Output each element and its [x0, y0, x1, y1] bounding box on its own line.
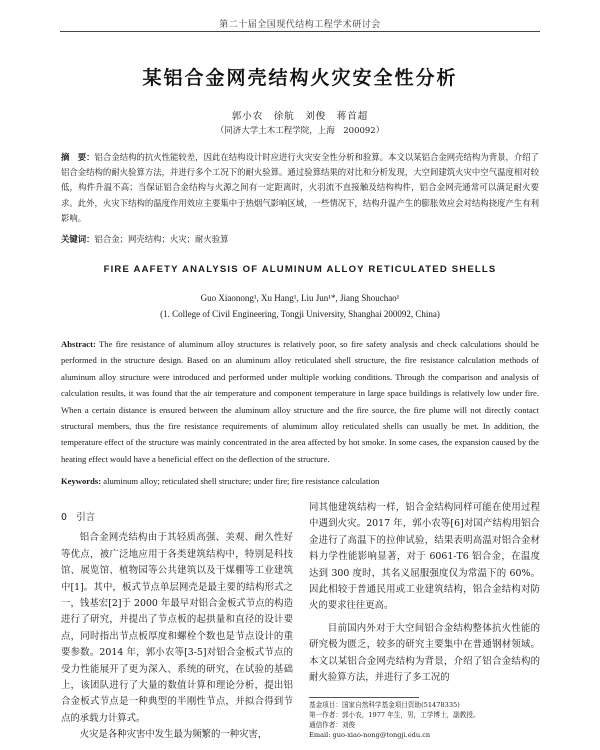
running-header: 第二十届全国现代结构工程学术研讨会: [219, 20, 381, 30]
abstract-cn-text: 铝合金结构的抗火性能较差，因此在结构设计时应进行火灾安全性分析和验算。本文以某铝合金网壳结构为背景，介绍了铝合金结构的耐火验算方法，并进行多个工况下的耐火验算。通过验算结果的对比和分析发现，大空间建筑火灾中空气温度相对较低，构件升温不高；当保证铝合金结构与火源之间有一定距离时，火羽流不直接触及结构构件，铝合金网壳通常可以满足耐火要求。此外，火灾下结构的温度作用效应主要集中于热烟气影响区域，一些情况下，结构升温产生的膨胀效应会对结构挠度产生有利影响。: [61, 152, 539, 223]
abstract-en: [61, 336, 539, 467]
affiliation-cn: （同济大学土木工程学院，上海 200092）: [215, 126, 385, 136]
keywords-en-label: Keywords:: [61, 476, 102, 486]
abstract-cn: [61, 150, 539, 226]
affiliation-en: (1. College of Civil Engineering, Tongji University, Shanghai 200092, China): [160, 309, 440, 319]
body-paragraph: 火灾是各种灾害中发生最为频繁的一种灾害，: [79, 729, 268, 741]
authors-cn: 郭小农 徐航 刘俊 蒋首超: [231, 111, 369, 122]
abstract-cn-label: 摘 要：: [61, 152, 95, 162]
authors-en: Guo Xiaonong¹, Xu Hang¹, Liu Jun¹*, Jiang Shouchao¹: [200, 293, 400, 303]
paper-title: 某铝合金网壳结构火灾安全性分析: [142, 67, 458, 89]
abstract-en-text: The fire resistance of aluminum alloy structures is relatively poor, so fire safety analysis and check calculations should be performed in the structure design. Based on an aluminum alloy reticulated shell structure, the fire resistance calculation methods of aluminum alloy structure were introduced and performed under multiple working conditions. Through the comparison and analysis of calculation results, it was found that the air temperature and component temperature in large space buildings is relatively low under fire. When a certain distance is ensured between the aluminum alloy structure and the fire source, the fire plume will not directly contact structural members, thus the fire resistance requirements of aluminum alloy reticulated shells can usually be met. In addition, the temperature effect of the structure was mainly concentrated in the area affected by hot smoke. In some cases, the expansion caused by the heating effect would have a beneficial effect on the deflection of the structure.: [61, 339, 539, 464]
keywords-cn-label: 关键词：: [61, 234, 95, 244]
body-column-right: [309, 500, 540, 686]
section-heading-introduction: 0 引言: [61, 512, 96, 523]
footnote-first-author: 第一作者：郭小农，1977 年生，男，工学博士，副教授。: [309, 711, 480, 719]
body-paragraph: 铝合金网壳结构由于其轻质高强、美观、耐久性好等优点，被广泛地应用于各类建筑结构中，特别是科技馆、展览馆、植物园等公共建筑以及干煤棚等工业建筑中[1]。其中，板式节点单层网壳是最主要的结构形式之一，钱基宏[2]于 2000 年最早对铝合金板式节点的构造进行了研究，并提出了节点板的起拱量和直径的设计要点，同时指出节点板厚度和螺栓个数也是节点设计的重要参数。2014 年，郭小农等[3-5]对铝合金板式节点的受力性能展开了更为深入、系统的研究，在试验的基础上，该团队进行了大量的数值计算和理论分析，提出铝合金板式节点是一种典型的半刚性节点，并拟合得到节点的承载力计算式。: [61, 532, 293, 724]
body-paragraph: 同其他建筑结构一样，铝合金结构同样可能在使用过程中遇到火灾。2017 年，郭小农等[6]对国产结构用铝合金进行了高温下的拉伸试验，结果表明高温对铝合金材料力学性能影响显著，对于 6061-T6 铝合金，在温度达到 300 度时，其名义屈服强度仅为常温下的 60%。因此相较于普通民用或工业建筑结构，铝合金结构对防火的要求往往更高。: [309, 502, 540, 612]
footnotes: [309, 700, 541, 740]
header-rule: [60, 31, 540, 32]
footnote-funding: 基金项目：国家自然科学基金项目资助(51478335): [309, 701, 460, 709]
keywords-cn: [61, 233, 539, 245]
body-paragraph: 目前国内外对于大空间铝合金结构整体抗火性能的研究极为匮乏，较多的研究主要集中在普通钢材领域。本文以某铝合金网壳结构为背景，介绍了铝合金结构的耐火验算方法，并进行了多工况的: [309, 622, 540, 684]
keywords-cn-text: 铝合金；网壳结构；火灾；耐火验算: [94, 234, 229, 244]
keywords-en-text: aluminum alloy; reticulated shell structure; under fire; fire resistance calculation: [101, 476, 380, 486]
footnote-email: Email: guo-xiao-nong@tongji.edu.cn: [309, 731, 431, 739]
keywords-en: [61, 476, 539, 486]
abstract-en-label: Abstract:: [61, 339, 96, 349]
footnote-corresponding-author: 通信作者：刘俊: [309, 721, 356, 729]
body-column-left: [61, 510, 293, 744]
paper-title-en: FIRE AAFETY ANALYSIS OF ALUMINUM ALLOY RETICULATED SHELLS: [103, 264, 497, 275]
footnote-rule: [309, 697, 419, 698]
